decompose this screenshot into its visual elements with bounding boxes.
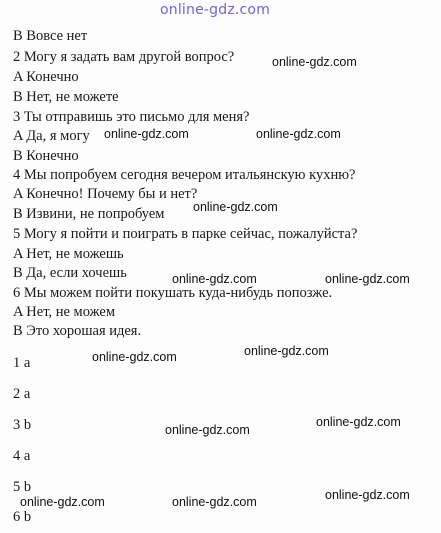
dialogue-line-11: 5 Могу я пойти и поиграть в парке сейчас, пожалуйста? <box>13 226 358 242</box>
dialogue-line-14: 6 Мы можем пойти покушать куда-нибудь попозже. <box>13 285 333 301</box>
dialogue-line-7: B Конечно <box>13 148 79 164</box>
answer-3: 3 b <box>13 417 32 433</box>
answer-4: 4 a <box>13 448 31 464</box>
dialogue-line-16: B Это хорошая идея. <box>13 323 142 339</box>
watermark: online-gdz.com <box>325 488 410 502</box>
watermark: online-gdz.com <box>165 423 250 437</box>
watermark: online-gdz.com <box>172 272 257 286</box>
answer-5: 5 b <box>13 479 32 495</box>
watermark: online-gdz.com <box>316 415 401 429</box>
dialogue-line-15: A Нет, не можем <box>13 304 116 320</box>
watermark: online-gdz.com <box>244 344 329 358</box>
dialogue-line-9: A Конечно! Почему бы и нет? <box>13 186 198 202</box>
dialogue-line-12: A Нет, не можешь <box>13 246 124 262</box>
answer-1: 1 a <box>13 355 31 371</box>
watermark: online-gdz.com <box>272 55 357 69</box>
answer-2: 2 a <box>13 386 31 402</box>
watermark: online-gdz.com <box>20 495 105 509</box>
watermark: online-gdz.com <box>193 200 278 214</box>
dialogue-line-2: 2 Могу я задать вам другой вопрос? <box>13 49 235 65</box>
dialogue-line-3: A Конечно <box>13 69 79 85</box>
dialogue-line-6: A Да, я могу <box>13 128 90 144</box>
dialogue-line-13: B Да, если хочешь <box>13 265 127 281</box>
dialogue-line-4: B Нет, не можете <box>13 89 119 105</box>
watermark: online-gdz.com <box>172 495 257 509</box>
dialogue-line-1: B Вовсе нет <box>13 28 88 44</box>
dialogue-line-8: 4 Мы попробуем сегодня вечером итальянскую кухню? <box>13 167 356 183</box>
watermark: online-gdz.com <box>104 127 189 141</box>
watermark: online-gdz.com <box>92 350 177 364</box>
watermark: online-gdz.com <box>256 127 341 141</box>
header-watermark: online-gdz.com <box>160 2 271 18</box>
answer-6: 6 b <box>13 509 32 525</box>
dialogue-line-5: 3 Ты отправишь это письмо для меня? <box>13 109 250 125</box>
watermark: online-gdz.com <box>325 272 410 286</box>
dialogue-line-10: B Извини, не попробуем <box>13 206 165 222</box>
